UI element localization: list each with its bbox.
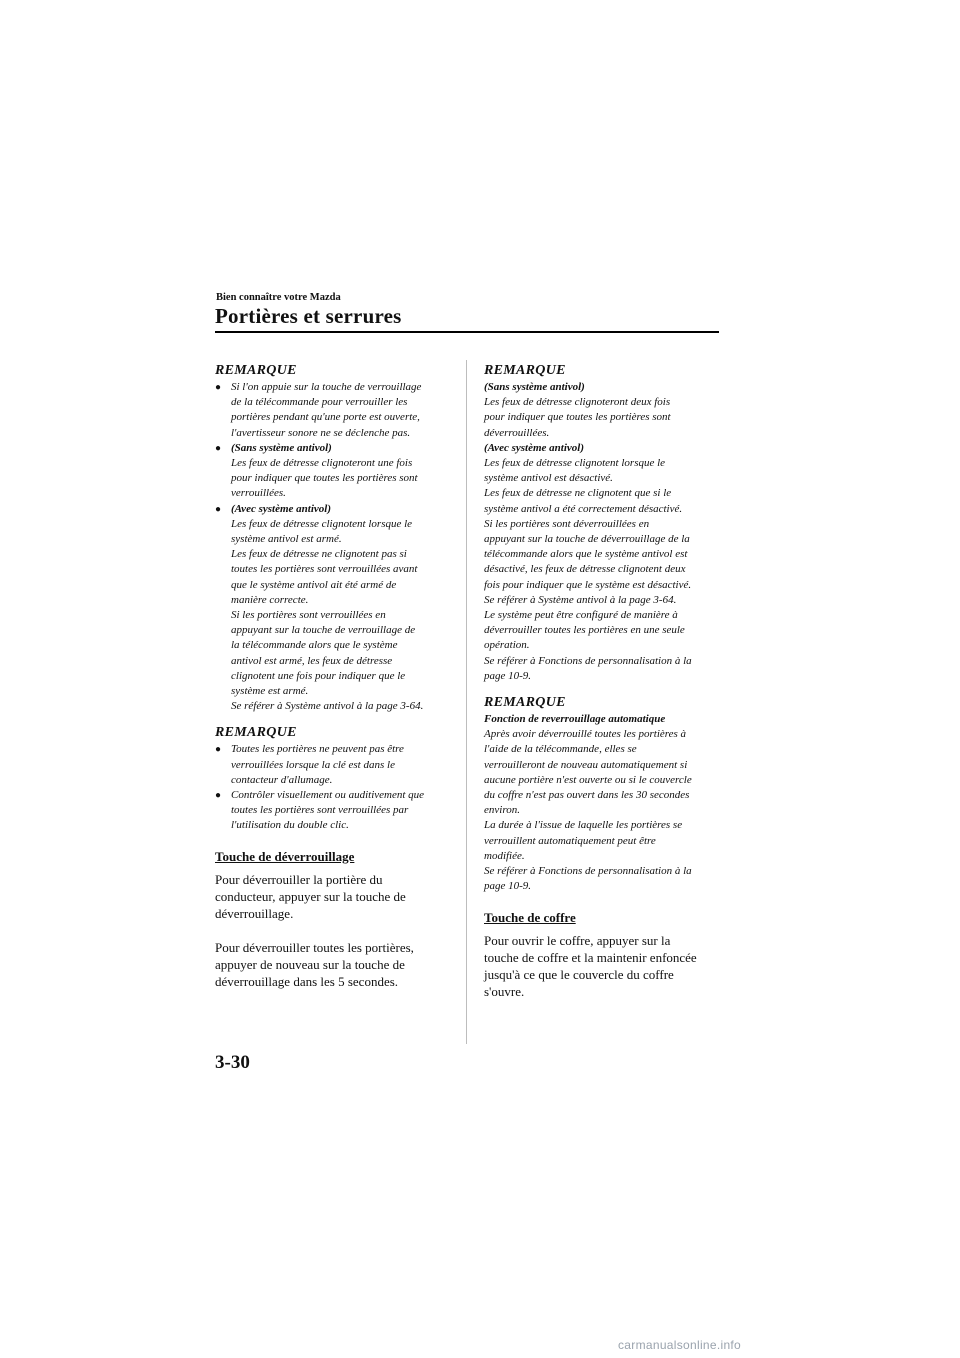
note-line: pour indiquer que toutes les portières sont	[231, 472, 418, 485]
body-line: déverrouillage dans les 5 secondes.	[215, 973, 399, 989]
body-line: Pour ouvrir le coffre, appuyer sur la	[484, 932, 671, 948]
note-subtitle: (Avec système antivol)	[484, 441, 584, 454]
note-line: la télécommande alors que le système	[231, 639, 398, 652]
section-heading: Touche de coffre	[484, 909, 576, 925]
note-line: environ.	[484, 804, 520, 817]
note-heading: REMARQUE	[215, 725, 297, 741]
page-title: Portières et serrures	[215, 304, 402, 328]
note-heading: REMARQUE	[215, 363, 297, 378]
note-line: appuyant sur la touche de déverrouillage de la	[484, 533, 690, 546]
title-rule	[215, 331, 719, 333]
note-line: Si les portières sont déverrouillées en	[484, 517, 650, 530]
bullet-icon: ●	[215, 744, 222, 756]
note-line: La durée à l'issue de laquelle les portières se	[484, 819, 683, 832]
note-line: Les feux de détresse clignotent lorsque le	[484, 457, 666, 470]
note-bullet	[215, 788, 453, 834]
page-number: 3-30	[215, 1052, 250, 1073]
body-line: jusqu'à ce que le couvercle du coffre	[484, 966, 674, 982]
note-line: Se référer à Système antivol à la page 3-64.	[484, 593, 677, 606]
note-line: opération.	[484, 639, 530, 652]
bullet-icon: ●	[215, 382, 222, 393]
note-line: portières pendant qu'une porte est ouverte,	[231, 411, 420, 424]
right-column	[484, 362, 722, 1000]
body-line: touche de coffre et la maintenir enfoncée	[484, 949, 697, 965]
bullet-icon: ●	[215, 442, 222, 454]
body-paragraph	[484, 932, 722, 1000]
note-line: du coffre n'est pas ouvert dans les 30 secondes	[484, 789, 690, 802]
note-line: toutes les portières sont verrouillées par	[231, 804, 409, 817]
note-heading: REMARQUE	[484, 363, 566, 378]
note-line: désactivé, les feux de détresse clignotent deux	[484, 563, 686, 576]
note-bullet	[215, 502, 453, 715]
note-line: télécommande alors que le système antivol est	[484, 548, 688, 561]
note-line: Toutes les portières ne peuvent pas être	[231, 743, 404, 756]
note-line: contacteur d'allumage.	[231, 773, 333, 786]
note-line: appuyant sur la touche de verrouillage de	[231, 624, 416, 637]
note-subtitle: (Sans système antivol)	[231, 441, 332, 454]
note-block	[484, 712, 722, 894]
note-line: manière correcte.	[231, 593, 309, 606]
note-subtitle: (Sans système antivol)	[484, 381, 585, 393]
note-line: page 10-9.	[484, 669, 532, 682]
note-line: pour indiquer que toutes les portières sont	[484, 411, 671, 424]
note-line: Après avoir déverrouillé toutes les portières à	[484, 728, 687, 741]
chapter-label: Bien connaître votre Mazda	[216, 292, 341, 303]
left-column	[215, 362, 453, 990]
body-line: déverrouillage.	[215, 905, 294, 921]
note-line: Les feux de détresse clignoteront une fois	[231, 457, 413, 470]
body-paragraph	[215, 871, 453, 990]
note-line: l'utilisation du double clic.	[231, 819, 349, 832]
body-line: Pour déverrouiller toutes les portières,	[215, 939, 414, 955]
note-line: page 10-9.	[484, 880, 532, 893]
note-line: aucune portière n'est ouverte ou si le couvercle	[484, 773, 692, 786]
note-line: déverrouillées.	[484, 426, 550, 439]
note-line: modifiée.	[484, 849, 525, 862]
body-line: appuyer de nouveau sur la touche de	[215, 956, 405, 972]
note-heading: REMARQUE	[484, 695, 566, 711]
note-bullet	[215, 441, 453, 502]
note-line: système est armé.	[231, 685, 309, 698]
note-subtitle: Fonction de reverrouillage automatique	[484, 713, 666, 726]
note-line: Se référer à Fonctions de personnalisation à la	[484, 654, 692, 667]
note-line: Contrôler visuellement ou auditivement que	[231, 789, 425, 802]
note-line: verrouillent automatiquement peut être	[484, 834, 656, 847]
footer-watermark: carmanualsonline.info	[618, 1338, 742, 1352]
note-line: que le système antivol ait été armé de	[231, 578, 397, 591]
note-list	[215, 380, 453, 714]
note-line: l'aide de la télécommande, elles se	[484, 743, 637, 756]
note-line: système antivol a été correctement désactivé.	[484, 502, 683, 515]
bullet-icon: ●	[215, 790, 222, 802]
note-line: Les feux de détresse clignoteront deux fois	[484, 396, 671, 409]
note-subtitle: (Avec système antivol)	[231, 502, 331, 515]
note-line: verrouillées lorsque la clé est dans le	[231, 758, 395, 771]
note-block	[484, 380, 722, 684]
section-heading: Touche de déverrouillage	[215, 848, 355, 864]
note-line: Se référer à Fonctions de personnalisation à la	[484, 865, 692, 878]
note-line: Les feux de détresse ne clignotent que si le	[484, 487, 672, 500]
note-line: système antivol est désactivé.	[484, 472, 613, 485]
note-line: antivol est armé, les feux de détresse	[231, 654, 393, 667]
note-bullet	[215, 742, 453, 788]
note-line: verrouillées.	[231, 487, 286, 500]
note-list	[215, 742, 453, 833]
body-line: Pour déverrouiller la portière du	[215, 871, 383, 887]
note-line: Les feux de détresse clignotent lorsque le	[231, 517, 413, 530]
bullet-icon: ●	[215, 503, 222, 515]
note-line: fois pour indiquer que le système est désactivé.	[484, 578, 692, 591]
note-line: verrouilleront de nouveau automatiquement si	[484, 758, 688, 771]
note-line: Si les portières sont verrouillées en	[231, 609, 386, 622]
note-line: clignotent une fois pour indiquer que le	[231, 669, 406, 682]
note-line: toutes les portières sont verrouillées avant	[231, 563, 418, 576]
note-line: Si l'on appuie sur la touche de verrouillage	[231, 381, 422, 393]
note-line: système antivol est armé.	[231, 533, 342, 546]
note-line: déverrouiller toutes les portières en une seule	[484, 624, 685, 637]
column-divider	[466, 360, 467, 1044]
note-line: Les feux de détresse ne clignotent pas si	[231, 548, 407, 561]
note-line: de la télécommande pour verrouiller les	[231, 396, 408, 409]
note-line: l'avertisseur sonore ne se déclenche pas.	[231, 426, 411, 439]
body-line: s'ouvre.	[484, 983, 525, 999]
note-line: Le système peut être configuré de manière à	[484, 609, 678, 622]
body-line: conducteur, appuyer sur la touche de	[215, 888, 406, 904]
note-bullet	[215, 380, 453, 441]
note-line: Se référer à Système antivol à la page 3-64.	[231, 700, 424, 713]
